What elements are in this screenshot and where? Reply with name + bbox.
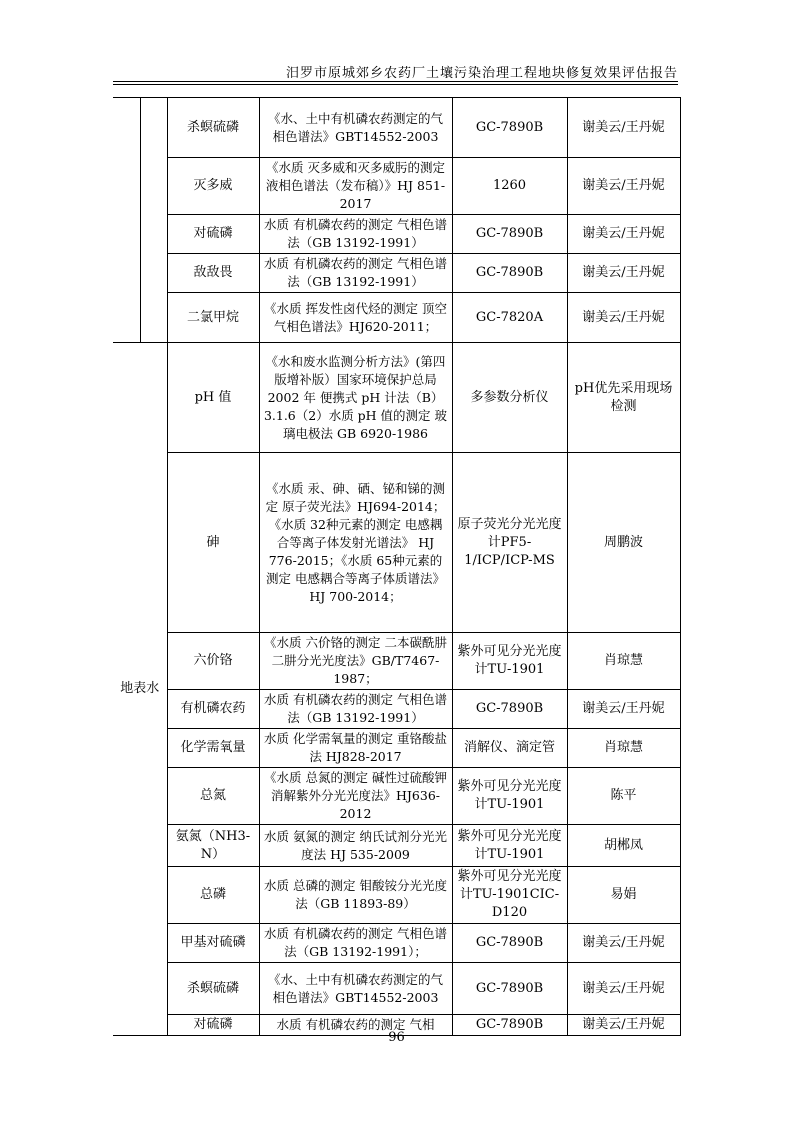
table-row [113,729,680,768]
instrument-cell: GC-7820A [452,293,567,343]
category-cell [113,98,140,343]
person-cell: 胡郴凤 [567,825,680,867]
method-cell: 水质 有机磷农药的测定 气相色谱法（GB 13192-1991） [259,215,452,254]
person-cell: 谢美云/王丹妮 [567,924,680,963]
table-row [113,158,680,215]
item-cell: 氨氮（NH3-N） [167,825,259,867]
instrument-cell: 消解仪、滴定管 [452,729,567,768]
table-row [113,633,680,690]
person-cell: 谢美云/王丹妮 [567,98,680,158]
person-cell: pH优先采用现场检测 [567,343,680,453]
category-cell: 地表水 [113,343,167,1036]
method-cell: 水质 有机磷农药的测定 气相 [259,1015,452,1036]
item-cell: 化学需氧量 [167,729,259,768]
table-row [113,215,680,254]
person-cell: 谢美云/王丹妮 [567,1015,680,1036]
item-cell: 有机磷农药 [167,690,259,729]
method-cell: 《水质 六价铬的测定 二本碳酰肼二肼分光光度法》GB/T7467-1987； [259,633,452,690]
instrument-cell: GC-7890B [452,254,567,293]
table-row [113,98,680,158]
person-cell: 谢美云/王丹妮 [567,254,680,293]
instrument-cell: 紫外可见分光光度计TU-1901 [452,825,567,867]
instrument-cell: GC-7890B [452,98,567,158]
table-row [113,768,680,825]
page-number: 96 [388,1030,405,1045]
instrument-cell: 原子荧光分光光度计PF5-1/ICP/ICP-MS [452,453,567,633]
item-cell: 二氯甲烷 [167,293,259,343]
person-cell: 谢美云/王丹妮 [567,293,680,343]
method-table [113,97,681,1036]
method-cell: 《水质 总氮的测定 碱性过硫酸钾消解紫外分光光度法》HJ636-2012 [259,768,452,825]
person-cell: 谢美云/王丹妮 [567,158,680,215]
table-row [113,293,680,343]
instrument-cell: 紫外可见分光光度计TU-1901 [452,633,567,690]
header-rule-thin [113,84,678,85]
person-cell: 谢美云/王丹妮 [567,963,680,1015]
instrument-cell: 紫外可见分光光度计TU-1901 [452,768,567,825]
item-cell: 对硫磷 [167,1015,259,1036]
method-cell: 水质 化学需氧量的测定 重铬酸盐法 HJ828-2017 [259,729,452,768]
person-cell: 易娟 [567,867,680,924]
method-cell: 《水、土中有机磷农药测定的气相色谱法》GBT14552-2003 [259,98,452,158]
method-cell: 水质 总磷的测定 钼酸铵分光光度法（GB 11893-89） [259,867,452,924]
method-cell: 《水质 挥发性卤代烃的测定 顶空气相色谱法》HJ620-2011； [259,293,452,343]
item-cell: 杀螟硫磷 [167,98,259,158]
method-cell: 《水质 汞、砷、硒、铋和锑的测定 原子荧光法》HJ694-2014；《水质 32种元素的测定 电感耦合等离子体发射光谱法》 HJ 776-2015；《水质 65种元素的测定 电感耦合等离子体质谱法》HJ 700-2014； [259,453,452,633]
table-row [113,963,680,1015]
item-cell: 灭多威 [167,158,259,215]
item-cell: 对硫磷 [167,215,259,254]
instrument-cell: GC-7890B [452,924,567,963]
instrument-cell: 紫外可见分光光度计TU-1901CIC-D120 [452,867,567,924]
table-row [113,867,680,924]
method-cell: 水质 有机磷农药的测定 气相色谱法（GB 13192-1991） [259,254,452,293]
person-cell: 谢美云/王丹妮 [567,690,680,729]
table-row [113,825,680,867]
table-row [113,254,680,293]
instrument-cell: GC-7890B [452,690,567,729]
instrument-cell: GC-7890B [452,963,567,1015]
instrument-cell: 1260 [452,158,567,215]
method-cell: 水质 有机磷农药的测定 气相色谱法（GB 13192-1991） [259,690,452,729]
person-cell: 谢美云/王丹妮 [567,215,680,254]
table-row [113,343,680,453]
table-row [113,924,680,963]
item-cell: 六价铬 [167,633,259,690]
item-cell: 总磷 [167,867,259,924]
person-cell: 肖琼慧 [567,729,680,768]
method-cell: 《水和废水监测分析方法》(第四版增补版）国家环境保护总局 2002 年 便携式 pH 计法（B） 3.1.6（2）水质 pH 值的测定 玻璃电极法 GB 6920-1986 [259,343,452,453]
method-cell: 《水质 灭多威和灭多威肟的测定 液相色谱法（发布稿）》HJ 851-2017 [259,158,452,215]
method-cell: 《水、土中有机磷农药测定的气相色谱法》GBT14552-2003 [259,963,452,1015]
person-cell: 周鹏波 [567,453,680,633]
item-cell: 敌敌畏 [167,254,259,293]
item-cell: 杀螟硫磷 [167,963,259,1015]
method-cell: 水质 有机磷农药的测定 气相色谱法（GB 13192-1991）； [259,924,452,963]
item-cell: pH 值 [167,343,259,453]
item-cell: 砷 [167,453,259,633]
instrument-cell: 多参数分析仪 [452,343,567,453]
subcategory-cell [140,98,167,343]
instrument-cell: GC-7890B [452,1015,567,1036]
item-cell: 甲基对硫磷 [167,924,259,963]
person-cell: 肖琼慧 [567,633,680,690]
instrument-cell: GC-7890B [452,215,567,254]
header-rule [113,81,678,82]
table-row [113,690,680,729]
method-cell: 水质 氨氮的测定 纳氏试剂分光光度法 HJ 535-2009 [259,825,452,867]
table-row [113,453,680,633]
running-header: 汨罗市原城郊乡农药厂土壤污染治理工程地块修复效果评估报告 [285,66,678,81]
person-cell: 陈平 [567,768,680,825]
item-cell: 总氮 [167,768,259,825]
